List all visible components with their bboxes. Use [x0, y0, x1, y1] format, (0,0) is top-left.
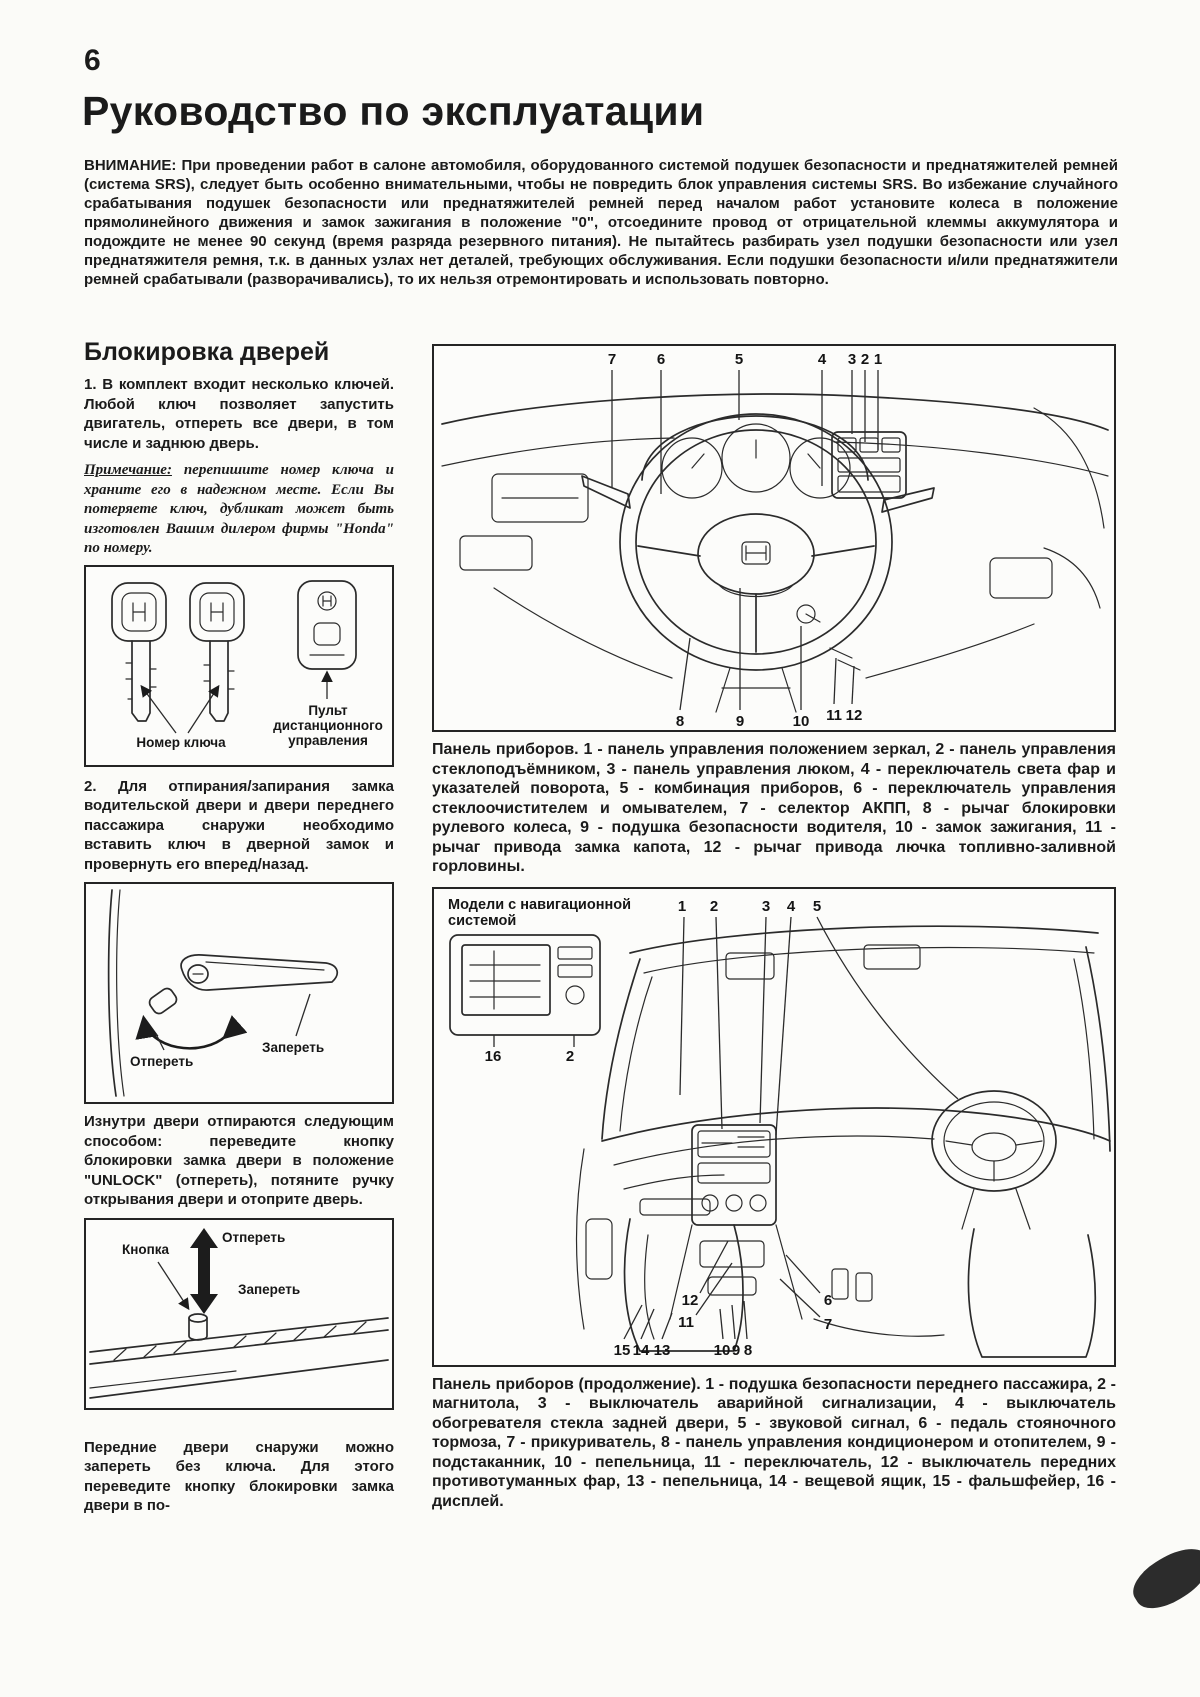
- callout-4: 4: [817, 351, 827, 368]
- navigation-unit-icon: [450, 935, 600, 1047]
- callout-10: 10: [792, 713, 810, 730]
- note-paragraph: [84, 461, 394, 559]
- callout-6: 6: [823, 1291, 833, 1309]
- figure-keys-and-remote: [84, 565, 394, 767]
- callout-6: 6: [656, 351, 666, 368]
- callout-14: 14: [632, 1341, 650, 1359]
- key-icon: [112, 583, 166, 721]
- srs-warning-paragraph: ВНИМАНИЕ: При проведении работ в салоне автомобиля, оборудованного системой подушек безопасности и преднатяжителей ремней (система SRS), следует быть особенно внимательными, чтобы не повредить блок управления системы SRS. Во избежание случайного срабатывания подушек безопасности или преднатяжителей ремней перед началом работ установите колеса в положение прямолинейного движения и замок зажигания в положение "0", отсоедините провод от отрицательной клеммы аккумулятора и подождите не менее 90 секунд (время разряда резервного питания). Не пытайтесь разбирать узел подушки безопасности или узел преднатяжителя ремня, т.к. в данных узлах нет деталей, требующих обслуживания. Если подушки безопасности и/или преднатяжители ремней срабатывали (разворачивались), то их нельзя отремонтировать и использовать повторно.: [84, 157, 1118, 289]
- button-leader-line: [158, 1262, 188, 1308]
- callout-leader-lines: [624, 917, 958, 1339]
- page-number: 6: [84, 44, 101, 77]
- callout-12: 12: [845, 707, 863, 724]
- paragraph-inside-unlocking: Изнутри двери отпираются следующим способом: переведите кнопку блокировки замка двери в положение "UNLOCK" (отпереть), потяните ручку открывания двери и отоприте дверь.: [84, 1113, 394, 1208]
- callout-nav-2: 2: [565, 1047, 575, 1065]
- right-column: [432, 344, 1116, 1521]
- callout-7: 7: [607, 351, 617, 368]
- callout-16: 16: [484, 1047, 502, 1065]
- key-number-label: Номер ключа: [136, 734, 226, 750]
- remote-control-label: Пульт дистанционного управления: [273, 702, 383, 748]
- button-label: Кнопка: [122, 1241, 170, 1257]
- callout-11: 11: [678, 1313, 694, 1331]
- paragraph-lock-without-key: Передние двери снаружи можно запереть без ключа. Для этого переведите кнопку блокировки замка двери в по-: [84, 1438, 394, 1514]
- key-icon: [190, 583, 244, 721]
- callout-7: 7: [823, 1315, 833, 1333]
- callout-11: 11: [826, 707, 842, 724]
- callout-15: 15: [613, 1341, 631, 1359]
- caption-interior-panel: Панель приборов (продолжение). 1 - подушка безопасности переднего пассажира, 2 - магнитола, 3 - выключатель аварийной сигнализации, 4 - выключатель обогревателя стекла задней двери, 5 - звуковой сигнал, 6 - педаль стояночного тормоза, 7 - прикуриватель, 8 - панель управления кондиционером и отопителем, 9 - подстаканник, 10 - пепельница, 11 - переключатель, 12 - выключатель передних противотуманных фар, 13 - пепельница, 14 - вещевой ящик, 15 - фальшфейер, 16 - дисплей.: [432, 1375, 1116, 1510]
- callout-12: 12: [681, 1291, 699, 1309]
- button-unlock-label: Отпереть: [222, 1229, 286, 1245]
- door-handle-icon: [181, 955, 337, 990]
- callout-3: 3: [761, 897, 771, 915]
- up-down-arrow-icon: [190, 1228, 218, 1314]
- callout-1: 1: [677, 897, 687, 915]
- remote-control-icon: [298, 581, 356, 669]
- callout-9: 9: [735, 713, 745, 730]
- door-sill-icon: [90, 1318, 388, 1398]
- seats-and-floor: [625, 1219, 1096, 1357]
- note-text: перепишите номер ключа и храните его в надежном месте. Если Вы потеряете ключ, дубликат может быть изготовлен Вашим дилером фирмы "Honda" по номеру.: [84, 462, 394, 556]
- handle-unlock-label: Отпереть: [130, 1054, 194, 1069]
- callout-8: 8: [675, 713, 685, 730]
- callout-numbers: [608, 351, 882, 730]
- figure-lock-button: [84, 1218, 394, 1410]
- lock-button-icon: [189, 1314, 207, 1340]
- lock-leader-line: [296, 994, 310, 1036]
- door-handle-illustration: [86, 884, 392, 1102]
- key-in-lock-icon: [147, 986, 179, 1016]
- callout-9: 9: [731, 1341, 741, 1359]
- figure-driver-panel: [432, 344, 1116, 732]
- interior-illustration: [434, 889, 1114, 1365]
- note-label: Примечание:: [84, 462, 172, 478]
- callout-4: 4: [786, 897, 796, 915]
- steering-wheel-illustration: [434, 346, 1114, 730]
- callout-5: 5: [812, 897, 822, 915]
- button-lock-label: Запереть: [238, 1281, 301, 1297]
- callout-2: 2: [860, 351, 870, 368]
- figure-interior-panel: [432, 887, 1116, 1367]
- section-title-door-locking: Блокировка дверей: [84, 338, 330, 366]
- nav-models-label: Модели с навигационной системой: [448, 896, 631, 929]
- caption-driver-panel: Панель приборов. 1 - панель управления положением зеркал, 2 - панель управления стеклоподъёмником, 3 - панель управления люком, 4 - переключатель света фар и указателей поворота, 5 - комбинация приборов, 6 - переключатель управления стеклоочистителем и омывателем, 7 - селектор АКПП, 8 - рычаг блокировки рулевого колеса, 9 - подушка безопасности водителя, 10 - замок зажигания, 11 - рычаг привода замка капота, 12 - рычаг привода лючка топливно-заливной горловины.: [432, 741, 1116, 876]
- callout-2: 2: [709, 897, 719, 915]
- callout-3: 3: [847, 351, 857, 368]
- figure-door-handle: [84, 882, 394, 1104]
- left-column: [84, 338, 394, 1524]
- callout-5: 5: [734, 351, 744, 368]
- key-number-arrows: [142, 687, 218, 733]
- page-title: Руководство по эксплуатации: [82, 88, 705, 134]
- handle-lock-label: Запереть: [262, 1040, 325, 1055]
- scan-artifact: [1125, 1537, 1200, 1619]
- callout-leader-lines: [612, 370, 878, 710]
- callout-13: 13: [653, 1341, 671, 1359]
- callout-1: 1: [873, 351, 883, 368]
- door-edge-icon: [109, 890, 124, 1096]
- callout-10: 10: [713, 1341, 731, 1359]
- paragraph-keys: 1. В комплект входит несколько ключей. Любой ключ позволяет запустить двигатель, отпереть все двери, в том числе и заднюю дверь.: [84, 376, 394, 452]
- paragraph-outside-locking: 2. Для отпирания/запирания замка водительской двери и двери переднего пассажира снаружи необходимо вставить ключ в дверной замок и провернуть его вперед/назад.: [84, 777, 394, 873]
- steering-wheel-icon: [932, 1091, 1056, 1229]
- dashboard-lines: [442, 394, 1108, 678]
- callout-8: 8: [743, 1341, 753, 1359]
